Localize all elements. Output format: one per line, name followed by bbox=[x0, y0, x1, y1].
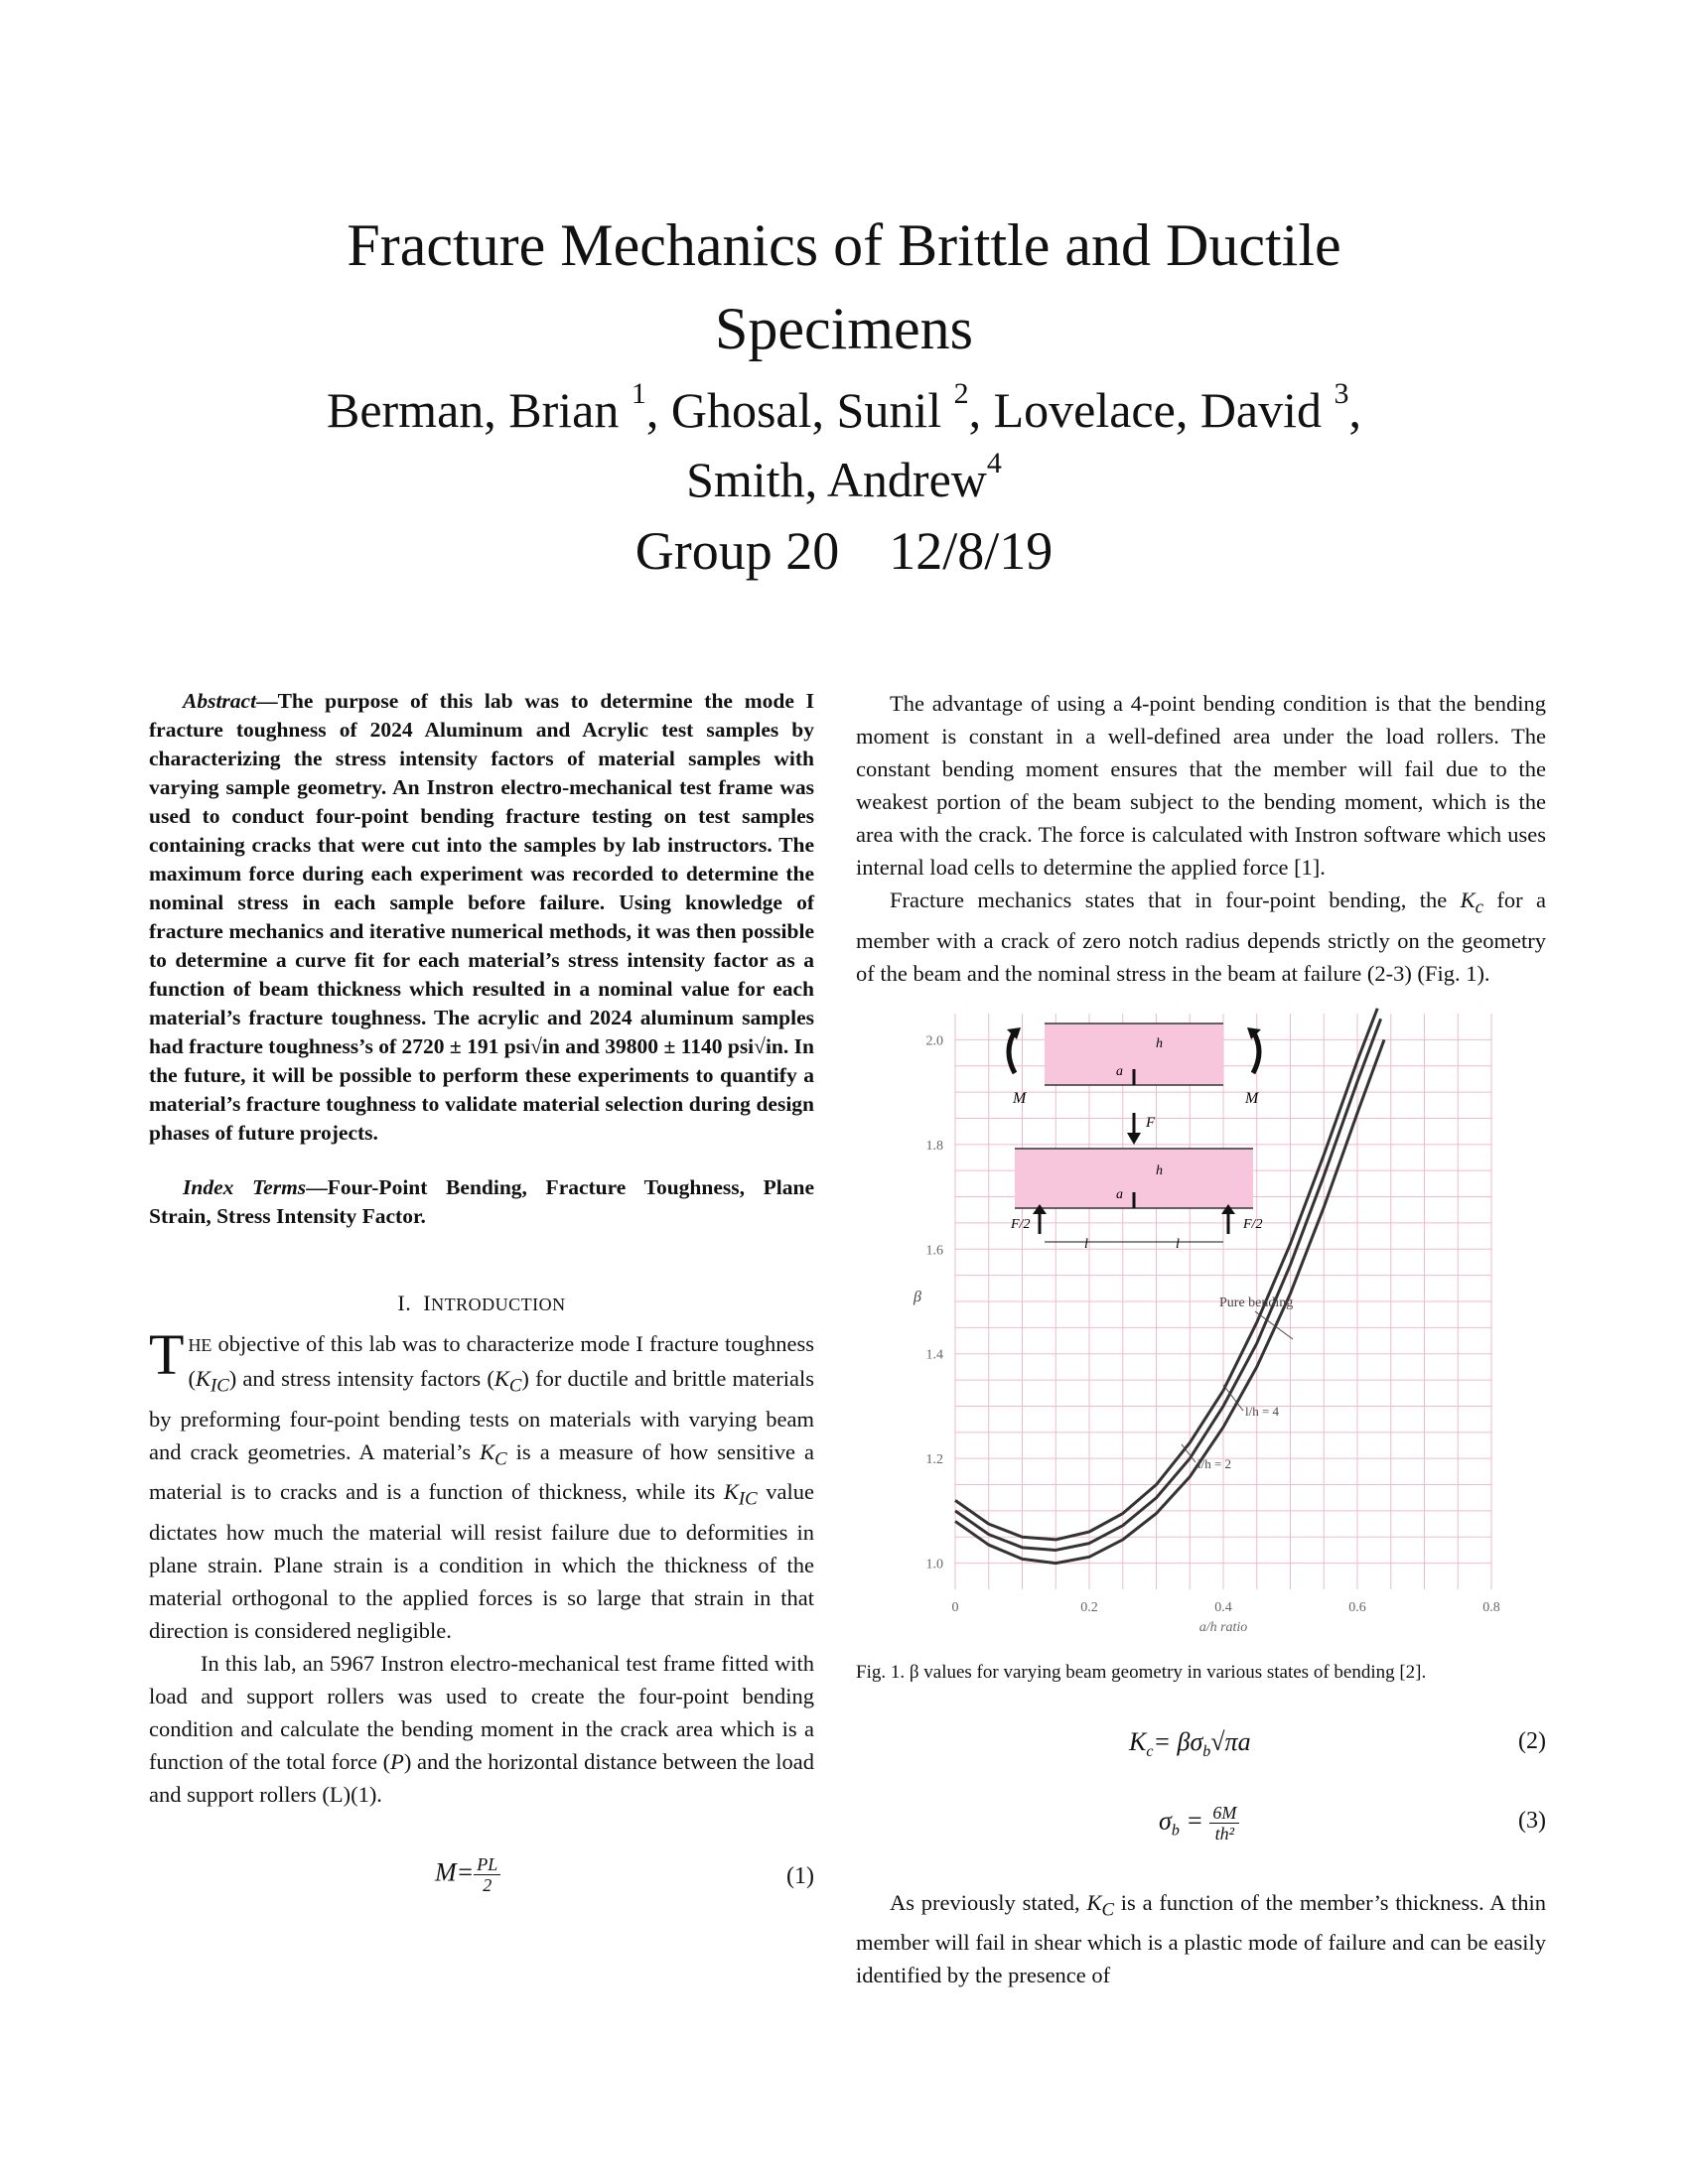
figure-1 bbox=[896, 1004, 1546, 1648]
inset-label-m-left: M bbox=[1013, 1089, 1027, 1107]
abstract-label: Abstract bbox=[183, 689, 257, 713]
equation-3-number: (3) bbox=[1518, 1807, 1546, 1834]
drop-cap: T bbox=[149, 1322, 185, 1387]
annotation-l-h-2: l/h = 2 bbox=[1197, 1455, 1232, 1471]
x-tick-label: 0.4 bbox=[1214, 1599, 1232, 1615]
group-date-line bbox=[0, 516, 1688, 586]
eq3-numerator: 6M bbox=[1209, 1803, 1239, 1824]
kic-symbol: K bbox=[195, 1366, 211, 1391]
right-p2-text-b: for a member with a crack of zero notch radius depends strictly on the geometry of the beam and the nominal stress in the beam at failure (2-3) (Fig. 1). bbox=[856, 887, 1546, 986]
kc-subscript: C bbox=[494, 1448, 507, 1469]
intro-text-a: objective of this lab was to characterize mode I fracture toughness ( bbox=[188, 1331, 814, 1391]
right-p2-text-a: Fracture mechanics states that in four-point bending, the bbox=[890, 887, 1461, 912]
kc-subscript: C bbox=[1101, 1899, 1114, 1920]
index-terms-text: Four-Point Bending, Fracture Toughness, Plane Strain, Stress Intensity Factor. bbox=[149, 1175, 814, 1228]
kc-symbol: K bbox=[493, 1366, 509, 1391]
eq2-lhs-subscript: c bbox=[1146, 1742, 1154, 1760]
kic-symbol: K bbox=[723, 1479, 739, 1504]
author-affiliation: 2 bbox=[953, 377, 969, 410]
index-terms bbox=[149, 1173, 814, 1231]
y-tick-label: 1.6 bbox=[925, 1242, 943, 1258]
kc-subscript: c bbox=[1475, 896, 1483, 918]
inset-label-m-right: M bbox=[1245, 1089, 1259, 1107]
author-name: Smith, Andrew bbox=[686, 452, 987, 507]
section-number: I. bbox=[397, 1291, 412, 1315]
y-tick-label: 2.0 bbox=[925, 1032, 943, 1048]
right-column bbox=[856, 687, 1546, 1991]
x-tick-label: 0 bbox=[951, 1599, 959, 1615]
y-tick-label: 1.8 bbox=[925, 1138, 943, 1154]
equation-3 bbox=[856, 1799, 1546, 1856]
author-list: Berman, Brian $^1$, Ghosal, Sunil $^2$, Lovelace, David $^3$, Smith, Andrew$^4$ bbox=[326, 377, 1362, 507]
inset-label-f2-right: F/2 bbox=[1243, 1216, 1263, 1232]
y-tick-label: 1.2 bbox=[925, 1451, 943, 1467]
group-number: Group 20 bbox=[634, 521, 840, 581]
right-paragraph-2 bbox=[856, 884, 1546, 990]
eq2-lhs: K bbox=[1129, 1726, 1147, 1756]
x-axis-label: a/h ratio bbox=[1198, 1619, 1248, 1635]
eq1-fraction bbox=[474, 1854, 500, 1895]
right-p3-text-a: As previously stated, bbox=[890, 1889, 1087, 1915]
inset-label-l-right: l bbox=[1176, 1236, 1180, 1252]
title-line-2: Specimens bbox=[715, 296, 973, 361]
eq1-denominator: 2 bbox=[483, 1874, 492, 1895]
equation-1-expression bbox=[435, 1854, 500, 1895]
author-name: Lovelace, David bbox=[993, 382, 1323, 438]
abstract-dash: — bbox=[256, 689, 278, 713]
section-title-initial: I bbox=[423, 1291, 432, 1315]
intro-p2-text-b: ) and the horizontal distance between the load and support rollers (L)(1). bbox=[149, 1748, 815, 1807]
intro-smallcaps: HE bbox=[188, 1335, 212, 1355]
intro-paragraph-2 bbox=[149, 1647, 814, 1811]
eq3-lhs-subscript: b bbox=[1171, 1822, 1180, 1840]
paper-date: 12/8/19 bbox=[889, 521, 1054, 581]
eq2-root: √πa bbox=[1210, 1726, 1251, 1756]
intro-text-d: is a measure of how sensitive a material is to cracks and is a function of thickness, while its bbox=[149, 1438, 814, 1504]
inset-label-a-bottom: a bbox=[1116, 1186, 1123, 1202]
author-affiliation: 4 bbox=[986, 447, 1002, 479]
right-p3-text-b: is a function of the member’s thickness. A thin member will fail in shear which is a plastic mode of failure and can be easily identified by the presence of bbox=[856, 1889, 1546, 1987]
eq3-lhs: σ bbox=[1159, 1805, 1172, 1835]
section-heading-introduction bbox=[149, 1287, 814, 1321]
inset-label-f2-left: F/2 bbox=[1011, 1216, 1031, 1232]
equation-3-expression bbox=[1159, 1803, 1239, 1847]
x-tick-label: 0.2 bbox=[1080, 1599, 1098, 1615]
annotation-pure-bending: Pure bending bbox=[1219, 1295, 1294, 1310]
x-tick-label: 0.8 bbox=[1482, 1599, 1500, 1615]
paper-title bbox=[0, 204, 1688, 370]
y-axis-label: β bbox=[914, 1288, 921, 1305]
left-column bbox=[149, 687, 814, 1912]
author-affiliation: 3 bbox=[1334, 377, 1349, 410]
beta-chart bbox=[896, 1004, 1511, 1639]
inset-label-l-left: l bbox=[1084, 1236, 1088, 1252]
equation-2 bbox=[856, 1719, 1546, 1777]
abstract-text: The purpose of this lab was to determine the mode I fracture toughness of 2024 Aluminum and Acrylic test samples by characterizing the stress intensity factors of material samples with varying sample geometry. An Instron electro-mechanical test frame was used to conduct four-point bending fracture testing on test samples containing cracks that were cut into the samples by lab instructors. The maximum force during each experiment was recorded to determine the nominal stress in each sample before failure. Using knowledge of fracture mechanics and iterative numerical methods, it was then possible to determine a curve fit for each material’s stress intensity factor as a function of beam thickness which resulted in a nominal value for each material’s fracture toughness. The acrylic and 2024 aluminum samples had fracture toughness’s of 2720 ± 191 psi√in and 39800 ± 1140 psi√in. In the future, it will be possible to perform these experiments to quantify a material’s fracture toughness to validate material selection during design phases of future projects. bbox=[149, 689, 814, 1145]
intro-text-c: ) for ductile and brittle materials by preforming four-point bending tests on materials with varying beam and crack geometries. A material’s bbox=[149, 1366, 814, 1464]
eq1-lhs: M= bbox=[435, 1856, 475, 1886]
intro-paragraph-1 bbox=[149, 1322, 814, 1647]
title-line-1: Fracture Mechanics of Brittle and Ductile bbox=[347, 212, 1341, 278]
y-tick-label: 1.0 bbox=[925, 1557, 943, 1572]
section-title-rest: NTRODUCTION bbox=[431, 1295, 566, 1314]
kc-symbol: K bbox=[1086, 1889, 1102, 1915]
force-symbol: P bbox=[390, 1748, 404, 1774]
eq3-denominator: th² bbox=[1214, 1823, 1235, 1843]
eq3-fraction bbox=[1209, 1803, 1239, 1843]
author-name: Berman, Brian bbox=[326, 382, 620, 438]
eq2-rhs-subscript: b bbox=[1202, 1742, 1211, 1760]
author-name: Ghosal, Sunil bbox=[670, 382, 942, 438]
kic-subscript: IC bbox=[210, 1375, 229, 1397]
kc-subscript: C bbox=[508, 1375, 522, 1397]
intro-p2-text-a: In this lab, an 5967 Instron electro-mechanical test frame fitted with load and support rollers was used to create the four-point bending condition and calculate the bending moment in the crack area which is a function of the total force ( bbox=[149, 1650, 814, 1774]
right-paragraph-1: The advantage of using a 4-point bending condition is that the bending moment is constant in a well-defined area under the load rollers. The constant bending moment ensures that the member will fail due to the weakest portion of the beam subject to the bending moment, which is the area with the crack. The force is calculated with Instron software which uses internal load cells to determine the applied force [1]. bbox=[856, 691, 1546, 880]
annotation-l-h-4: l/h = 4 bbox=[1245, 1403, 1280, 1419]
right-paragraph-3 bbox=[856, 1886, 1546, 1992]
index-terms-label: Index Terms bbox=[183, 1175, 307, 1199]
kic-subscript: IC bbox=[738, 1488, 758, 1510]
kc-symbol: K bbox=[480, 1438, 495, 1464]
equation-1-number: (1) bbox=[786, 1862, 814, 1889]
eq1-numerator: PL bbox=[474, 1854, 500, 1875]
inset-label-a-top: a bbox=[1116, 1063, 1123, 1079]
intro-text-b: ) and stress intensity factors ( bbox=[228, 1366, 494, 1391]
abstract bbox=[149, 687, 814, 1148]
figure-1-caption: Fig. 1. β values for varying beam geometry in various states of bending [2]. bbox=[856, 1661, 1427, 1683]
equation-2-number: (2) bbox=[1518, 1727, 1546, 1754]
equation-1 bbox=[149, 1854, 814, 1912]
eq2-rhs: = βσ bbox=[1153, 1726, 1203, 1756]
inset-label-h-bottom: h bbox=[1156, 1162, 1163, 1178]
index-terms-dash: — bbox=[306, 1175, 328, 1199]
kc-symbol: K bbox=[1460, 887, 1476, 912]
x-tick-label: 0.6 bbox=[1348, 1599, 1366, 1615]
author-affiliation: 1 bbox=[631, 377, 646, 410]
eq3-equals: = bbox=[1179, 1805, 1203, 1835]
intro-text-e: value dictates how much the material will resist failure due to deformities in plane strain. Plane strain is a condition in which the thickness of the material orthogonal to the applied forces is so large that strain in that direction is considered negligible. bbox=[149, 1479, 814, 1643]
equation-2-expression bbox=[1129, 1725, 1251, 1768]
y-tick-label: 1.4 bbox=[925, 1347, 943, 1363]
inset-label-h-top: h bbox=[1156, 1035, 1163, 1051]
inset-label-force: F bbox=[1146, 1114, 1156, 1131]
